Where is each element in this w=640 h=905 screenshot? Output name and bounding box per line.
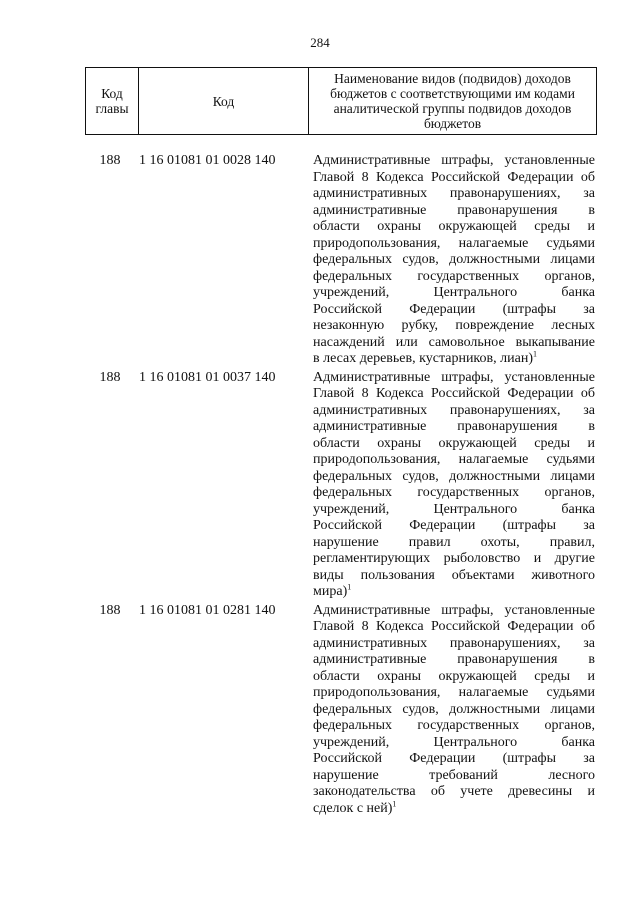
name-line-text: регламентирующих рыболовство и другие <box>313 551 595 566</box>
name-line <box>313 170 595 187</box>
name-line <box>313 153 595 170</box>
name-line <box>313 469 595 486</box>
table-body <box>85 153 597 819</box>
name-line-text: сделок с ней) <box>313 800 393 816</box>
name-line <box>313 784 595 801</box>
header-name-line: аналитической группы подвидов доходов <box>333 101 572 116</box>
name-line-text: федеральных судов, должностными лицами <box>313 701 595 717</box>
name-line-text: федеральных государственных органов, <box>313 268 595 284</box>
name-line-text: нарушение правил охоты, правил, <box>313 534 595 550</box>
name-line <box>313 419 595 436</box>
table-row <box>85 153 597 368</box>
name-line-text: законодательства об учете древесины и <box>313 784 595 799</box>
name-line <box>313 502 595 519</box>
name-line-text: мира) <box>313 584 348 599</box>
name-line-text: учреждений, Центрального банка <box>313 501 595 517</box>
name-line-text: области охраны окружающей среды и <box>313 219 595 234</box>
name-line-text: в лесах деревьев, кустарников, лиан) <box>313 351 533 366</box>
name-line <box>313 485 595 502</box>
name-line-text: области охраны окружающей среды и <box>313 435 595 451</box>
name-line-text: административных правонарушениях, за <box>313 635 595 651</box>
name-line <box>313 386 595 403</box>
footnote-marker: 1 <box>532 349 537 359</box>
name-line-text: федеральных государственных органов, <box>313 485 595 500</box>
name-line <box>313 584 595 601</box>
name-line-text: виды пользования объектами животного <box>313 567 595 583</box>
name-line-text: федеральных судов, должностными лицами <box>313 468 595 484</box>
name-line-text: незаконную рубку, повреждение лесных <box>313 318 595 333</box>
name-line <box>313 436 595 453</box>
name-line <box>313 403 595 420</box>
name-line <box>313 718 595 735</box>
name-line <box>313 285 595 302</box>
name-line <box>313 568 595 585</box>
name-line <box>313 652 595 669</box>
name-line-text: учреждений, Центрального банка <box>313 285 595 300</box>
header-name-line: бюджетов <box>423 116 482 131</box>
name-line <box>313 269 595 286</box>
header-name-line: Наименование видов (подвидов) доходов <box>334 71 571 86</box>
name-line <box>313 186 595 203</box>
name-line-text: административных правонарушениях, за <box>313 186 595 201</box>
name-line-text: Российской Федерации (штрафы за <box>313 301 595 317</box>
name-line <box>313 518 595 535</box>
chapter-code-cell: 188 <box>99 369 121 385</box>
name-line <box>313 751 595 768</box>
name-line <box>313 735 595 752</box>
name-line-text: Административные штрафы, установленные <box>313 602 595 618</box>
name-line-text: административных правонарушениях, за <box>313 402 595 418</box>
name-line-text: Главой 8 Кодекса Российской Федерации об <box>313 169 595 185</box>
budget-code-cell: 1 16 01081 01 0028 140 <box>139 153 276 168</box>
header-chapter-code-line: главы <box>95 101 129 116</box>
table-header <box>85 67 597 135</box>
revenue-name-cell <box>313 370 595 601</box>
name-line-text: Административные штрафы, установленные <box>313 369 595 385</box>
name-line <box>313 535 595 552</box>
name-line-text: административные правонарушения в <box>313 652 595 667</box>
name-line-text: учреждений, Центрального банка <box>313 734 595 750</box>
name-line <box>313 351 595 368</box>
name-line <box>313 370 595 387</box>
name-line-text: природопользования, налагаемые судьями <box>313 452 595 467</box>
chapter-code-cell: 188 <box>99 602 121 618</box>
name-line-text: Российской Федерации (штрафы за <box>313 518 595 533</box>
name-line-text: административные правонарушения в <box>313 419 595 434</box>
revenue-name-cell <box>313 153 595 368</box>
header-code: Код <box>139 68 309 135</box>
name-line <box>313 603 595 620</box>
name-line-text: административные правонарушения в <box>313 202 595 218</box>
name-line <box>313 236 595 253</box>
header-name <box>309 68 597 135</box>
page-number: 284 <box>310 35 330 50</box>
name-line-text: области охраны окружающей среды и <box>313 668 595 684</box>
header-chapter-code-line: Код <box>101 86 123 101</box>
table-row <box>85 370 597 601</box>
name-line <box>313 219 595 236</box>
name-line <box>313 685 595 702</box>
name-line <box>313 302 595 319</box>
name-line-text: федеральных судов, должностными лицами <box>313 252 595 267</box>
name-line <box>313 452 595 469</box>
footnote-marker: 1 <box>392 798 397 808</box>
name-line <box>313 636 595 653</box>
name-line-text: нарушение требований лесного <box>313 767 595 783</box>
name-line-text: природопользования, налагаемые судьями <box>313 685 595 700</box>
name-line <box>313 669 595 686</box>
name-line <box>313 798 595 818</box>
name-line <box>313 551 595 568</box>
chapter-code-cell: 188 <box>99 153 121 168</box>
name-line <box>313 768 595 785</box>
revenue-name-cell <box>313 603 595 818</box>
header-chapter-code <box>86 68 139 135</box>
name-line <box>313 619 595 636</box>
budget-code-cell: 1 16 01081 01 0281 140 <box>139 602 276 618</box>
name-line-text: федеральных государственных органов, <box>313 718 595 733</box>
name-line-text: насаждений или самовольное выкапывание <box>313 334 595 350</box>
budget-code-cell: 1 16 01081 01 0037 140 <box>139 369 276 385</box>
name-line <box>313 318 595 335</box>
name-line-text: природопользования, налагаемые судьями <box>313 235 595 251</box>
name-line <box>313 335 595 352</box>
name-line <box>313 252 595 269</box>
header-name-line: бюджетов с соответствующими им кодами <box>330 86 575 101</box>
name-line <box>313 203 595 220</box>
name-line <box>313 702 595 719</box>
table-row <box>85 603 597 818</box>
name-line-text: Административные штрафы, установленные <box>313 153 595 168</box>
name-line-text: Главой 8 Кодекса Российской Федерации об <box>313 386 595 401</box>
footnote-marker: 1 <box>347 582 352 592</box>
name-line-text: Главой 8 Кодекса Российской Федерации об <box>313 619 595 634</box>
name-line-text: Российской Федерации (штрафы за <box>313 751 595 766</box>
